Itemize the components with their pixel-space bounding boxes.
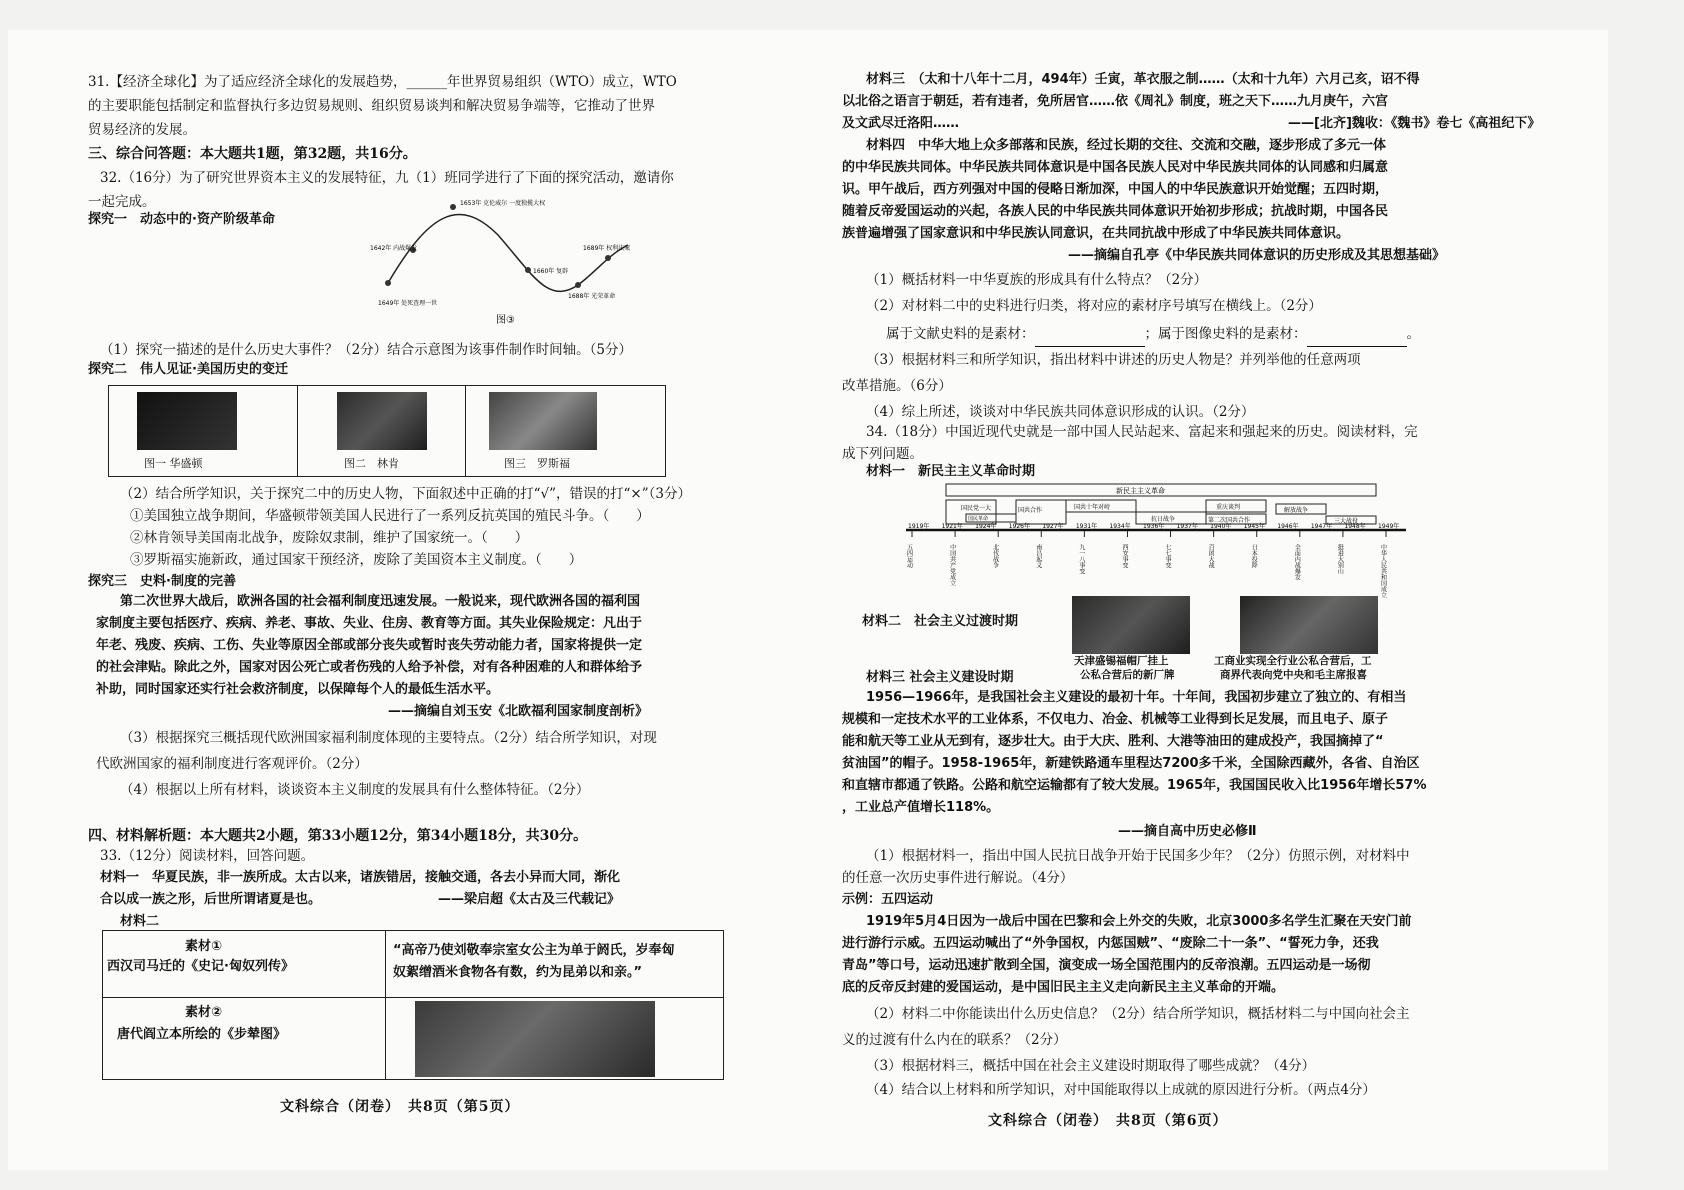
band-label: 国共十年对峙: [1074, 504, 1111, 511]
q31-line3: 贸易经济的发展。: [88, 122, 196, 138]
s1-source: 西汉司马迁的《史记·匈奴列传》: [107, 959, 294, 974]
m34-3-line1: 1956—1966年，是我国社会主义建设的最初十年。十年间，我国初步建立了独立的、有相当: [866, 690, 1407, 705]
timeline-year: 1936年: [1143, 523, 1165, 530]
m34-3-label: 材料三 社会主义建设时期: [866, 670, 1014, 685]
m4-line3: 识。甲午战后，西方列强对中国的侵略日渐加深，中国人的中华民族意识开始觉醒；五四时期，: [842, 182, 1389, 197]
q32-3-line1: （3）根据探究三概括现代欧洲国家福利制度体现的主要特点。（2分）结合所学知识，对现: [120, 730, 657, 746]
q33-4: （4）综上所述，谈谈对中华民族共同体意识形成的认识。（2分）: [866, 404, 1255, 420]
q33: 33.（12分）阅读材料，回答问题。: [100, 848, 315, 864]
curve-label: 1660年 复辟: [533, 268, 569, 275]
m34-3-source: ——摘自高中历史必修Ⅱ: [1118, 824, 1257, 839]
timeline-event: 七七事变: [1164, 544, 1172, 568]
m1-line2: 合以成一族之形，后世所谓诸夏是也。: [100, 892, 322, 907]
section-3-heading: 三、综合问答题：本大题共1题，第32题，共16分。: [88, 146, 417, 162]
m1-source: ——梁启超《太古及三代载记》: [438, 892, 621, 907]
curve-label: 1688年 光荣革命: [568, 293, 616, 300]
curve-point: [385, 280, 391, 286]
band-label: 国民革命: [968, 516, 989, 522]
timeline-year: 1921年: [941, 523, 963, 530]
m34-3-line5: 和直辖市都通了铁路。公路和航空运输都有了较大发展。1965年，我国国民收入比1956年增长57%: [842, 778, 1427, 793]
m4-line5: 族普遍增强了国家意识和中华民族认同意识，在共同抗战中形成了中华民族共同体意识。: [842, 226, 1350, 241]
figure-caption: 图③: [496, 315, 515, 326]
explore3-text-4: 的社会津贴。除此之外，国家对因公死亡或者伤残的人给予补偿，对有各种困难的人和群体给予: [96, 660, 643, 675]
timeline-year: 1934年: [1109, 523, 1131, 530]
m3-line2: 以北俗之语言于朝廷，若有违者，免所居官……依《周礼》制度，班之天下……九月庚午，六宫: [842, 94, 1389, 109]
q33-2: （2）对材料二中的史料进行归类，将对应的素材序号填写在横线上。（2分）: [866, 298, 1322, 314]
s1-text-1: “高帝乃使刘敬奉宗室女公主为单于阏氏，岁奉匈: [393, 943, 675, 958]
timeline-event: 西安事变: [1120, 544, 1128, 568]
timeline-year: 1947年: [1310, 523, 1333, 530]
timeline-event: 中华人民共和国成立: [1379, 544, 1387, 598]
q32-line1: 32.（16分）为了研究世界资本主义的发展特征，九（1）班同学进行了下面的探究活动，邀请你: [100, 170, 674, 186]
explore3-source: ——摘编自刘玉安《北欧福利国家制度剖析》: [388, 704, 649, 719]
q34-line2: 成下列问题。: [842, 446, 923, 462]
caption-roosevelt: 图三 罗斯福: [504, 457, 570, 470]
timeline-event: 百团大战: [1207, 544, 1215, 568]
revolution-curve-diagram: [368, 195, 648, 330]
explore3-title: 探究三 史料·制度的完善: [88, 574, 236, 589]
q31-line1: 31.【经济全球化】为了适应经济全球化的发展趋势，______年世界贸易组织（WTO）成立，WTO: [88, 74, 677, 90]
curve-point: [450, 204, 456, 210]
curve-line: [388, 215, 631, 292]
q32-line2: 一起完成。: [88, 194, 156, 210]
timeline-event: 北伐战争: [991, 544, 999, 568]
band-label: 抗日战争: [1151, 516, 1176, 523]
m2-label: 材料二: [120, 914, 160, 929]
washington-photo: [137, 392, 237, 450]
exam-sheet: [8, 30, 1608, 1170]
s2-title: 素材②: [185, 1005, 223, 1020]
explore1-title: 探究一 动态中的·资产阶级革命: [88, 212, 275, 227]
explore2-title: 探究二 伟人见证·美国历史的变迁: [88, 362, 288, 377]
q34-2-line2: 义的过渡有什么内在的联系？（2分）: [842, 1032, 1067, 1048]
q33-3-line2: 改革措施。（6分）: [842, 378, 952, 394]
curve-point: [525, 267, 531, 273]
s2-source: 唐代阎立本所绘的《步辇图》: [117, 1027, 287, 1042]
section-4-heading: 四、材料解析题：本大题共2小题，第33小题12分，第34小题18分，共30分。: [88, 828, 588, 844]
m34-3-line6: ，工业总产值增长118%。: [842, 800, 1000, 815]
timeline-event: 挺进大别山: [1336, 544, 1344, 574]
photo-caption-2b: 商界代表向党中央和毛主席报喜: [1220, 669, 1367, 681]
q32-2: （2）结合所学知识，关于探究二中的历史人物，下面叙述中正确的打“√”，错误的打“×”（3分）: [120, 486, 691, 502]
m34-3-line4: 贫油国”的帽子。1958-1965年，新建铁路通车里程达7200多千米，全国除西藏外，各省、自治区: [842, 756, 1420, 771]
m4-source: ——摘编自孔亭《中华民族共同体意识的历史形成及其思想基础》: [1068, 248, 1446, 263]
band-label: 三大战役: [1334, 518, 1359, 525]
timeline-event: 五四运动: [906, 544, 913, 568]
timeline-event: 中国共产党成立: [948, 544, 956, 586]
q34-4: （4）结合以上材料和所学知识，对中国能取得以上成就的原因进行分析。（两点4分）: [866, 1082, 1376, 1098]
photo-caption-1a: 天津盛锡福帽厂挂上: [1074, 655, 1169, 667]
curve-point: [575, 282, 581, 288]
band-label: 第二次国共合作: [1208, 517, 1251, 524]
caption-washington: 图一 华盛顿: [144, 457, 203, 470]
curve-label: 1649年 处死查理一世: [378, 300, 438, 307]
timeline-event: 日本投降: [1250, 544, 1258, 568]
explore3-text-3: 年老、残废、疾病、工伤、失业等原因全部或部分丧失或暂时丧失劳动能力者，国家将提供一定: [96, 638, 643, 653]
timeline-year: 1949年: [1378, 523, 1400, 530]
band-label: 国共合作: [1018, 507, 1043, 514]
explore3-text-2: 家制度主要包括医疗、疾病、养老、事故、失业、住房、教育等方面。其失业保险规定：凡出于: [96, 616, 643, 631]
explore3-text-1: 第二次世界大战后，欧洲各国的社会福利制度迅速发展。一般说来，现代欧洲各国的福利国: [120, 594, 641, 609]
m34-3-line3: 能和航天等工业从无到有，逐步壮大。由于大庆、胜利、大港等油田的建成投产，我国摘掉了“: [842, 734, 1384, 749]
m1-line1: 材料一 华夏民族，非一族所成。太古以来，诸族错居，接触交通，各去小异而大同，渐化: [100, 870, 621, 885]
footer-page-5: 文科综合（闭卷） 共8页（第5页）: [280, 1099, 520, 1115]
answer-blank-a[interactable]: [1035, 322, 1145, 347]
fill-label-b: ；属于图像史料的是素材：: [1144, 326, 1307, 342]
timeline-event: 九一八事变: [1077, 544, 1085, 574]
s1-text-2: 奴絮缯酒米食物各有数，约为昆弟以和亲。”: [393, 965, 643, 980]
timeline-year: 1948年: [1344, 523, 1366, 530]
q33-1: （1）概括材料一中华夏族的形成具有什么特点？（2分）: [866, 272, 1208, 288]
q32-4: （4）根据以上所有材料，谈谈资本主义制度的发展具有什么整体特征。（2分）: [120, 782, 590, 798]
photo-caption-2a: 工商业实现全行业公私合营后，工: [1214, 655, 1372, 667]
fill-label-a: 属于文献史料的是素材：: [886, 326, 1035, 342]
timeline-event: 全面内战爆发: [1293, 544, 1301, 580]
timeline-year: 1940年: [1210, 523, 1232, 530]
q33-2-fill: 属于文献史料的是素材： ；属于图像史料的是素材： 。: [886, 322, 1420, 347]
timeline-year: 1926年: [1008, 523, 1030, 530]
portrait-table: [108, 385, 666, 477]
example-label: 示例：五四运动: [842, 892, 934, 907]
q34-1-line2: 的任意一次历史事件进行解说。（4分）: [842, 870, 1074, 886]
m4-line1: 材料四 中华大地上众多部落和民族，经过长期的交往、交流和交融，逐步形成了多元一体: [866, 138, 1387, 153]
m3-line1: 材料三 （太和十八年十二月，494年）壬寅，革衣服之制……（太和十九年）六月己亥，诏不得: [866, 72, 1420, 87]
timeline-year: 1945年: [1243, 523, 1265, 530]
m4-line2: 的中华民族共同体。中华民族共同体意识是中国各民族人民对中华民族共同体的认同感和归属意: [842, 160, 1389, 175]
example-line3: 青岛”等口号，运动迅速扩散到全国，演变成一场全国范围内的反帝浪潮。五四运动是一场彻: [842, 958, 1371, 973]
m4-line4: 随着反帝爱国运动的兴起，各族人民的中华民族共同体意识开始初步形成；抗战时期，中国各民: [842, 204, 1389, 219]
hat-factory-photo: [1072, 596, 1190, 654]
business-report-photo: [1240, 596, 1378, 654]
curve-label: 1689年 权利法案: [583, 245, 631, 252]
m34-3-line2: 规模和一定技术水平的工业体系，不仅电力、冶金、机械等工业得到长足发展，而且电子、原子: [842, 712, 1389, 727]
item-1: ①美国独立战争期间，华盛顿带领美国人民进行了一系列反抗英国的殖民斗争。（ ）: [130, 508, 650, 524]
explore3-text-5: 补助，同时国家还实行社会救济制度，以保障每个人的最低生活水平。: [96, 682, 500, 697]
lincoln-photo: [337, 392, 427, 450]
m3-source: ——[北齐]魏收：《魏书》卷七《高祖纪下》: [1288, 116, 1541, 131]
item-3: ③罗斯福实施新政，通过国家干预经济，废除了美国资本主义制度。（ ）: [130, 552, 583, 568]
s1-title: 素材①: [185, 939, 223, 954]
curve-label: 1642年 内战爆发: [370, 245, 418, 252]
materials-table: [102, 930, 724, 1080]
timeline-event: 南昌起义: [1034, 544, 1042, 568]
page-5: [8, 30, 798, 1170]
buniantu-painting: [415, 1001, 655, 1077]
photo-caption-1b: 公私合营后的新厂牌: [1080, 669, 1175, 681]
q34-2-line1: （2）材料二中你能读出什么历史信息？（2分）结合所学知识，概括材料二与中国向社会主: [866, 1006, 1410, 1022]
example-line1: 1919年5月4日因为一战后中国在巴黎和会上外交的失败，北京3000多名学生汇聚在天安门前: [866, 914, 1412, 929]
roosevelt-photo: [489, 392, 597, 450]
answer-blank-b[interactable]: [1307, 322, 1407, 347]
q34-line1: 34.（18分）中国近现代史就是一部中国人民站起来、富起来和强起来的历史。阅读材料，完: [866, 424, 1418, 440]
timeline-year: 1937年: [1176, 523, 1198, 530]
band-label: 新民主主义革命: [1116, 487, 1165, 495]
q32-3-line2: 代欧洲国家的福利制度进行客观评价。（2分）: [96, 756, 368, 772]
timeline-year: 1946年: [1277, 523, 1299, 530]
example-line4: 底的反帝反封建的爱国运动，是中国旧民主主义走向新民主主义革命的开端。: [842, 980, 1285, 995]
timeline-year: 1931年: [1075, 523, 1098, 530]
q34-3: （3）根据材料三，概括中国在社会主义建设时期取得了哪些成就？（4分）: [866, 1058, 1316, 1074]
caption-lincoln: 图二 林肯: [344, 457, 399, 470]
m3-line3: 及文武尽迁洛阳……: [842, 116, 960, 131]
timeline-year: 1919年: [908, 523, 930, 530]
band-label: 解放战争: [1284, 507, 1309, 514]
band-label: 重庆谈判: [1216, 504, 1241, 511]
timeline-year: 1927年: [1042, 523, 1064, 530]
q33-3-line1: （3）根据材料三和所学知识，指出材料中讲述的历史人物是？并列举他的任意两项: [866, 352, 1361, 368]
q31-line2: 的主要职能包括制定和监督执行多边贸易规则、组织贸易谈判和解决贸易争端等，它推动了世界: [88, 98, 655, 114]
band-label: 国民党一大: [961, 505, 992, 512]
curve-point: [605, 255, 611, 261]
footer-page-6: 文科综合（闭卷） 共8页（第6页）: [988, 1113, 1228, 1129]
m34-2-label: 材料二 社会主义过渡时期: [862, 614, 1019, 629]
timeline-year: 1924年: [975, 523, 997, 530]
q32-1: （1）探究一描述的是什么历史大事件？（2分）结合示意图为该事件制作时间轴。（5分）: [100, 342, 633, 358]
page-6: [828, 30, 1618, 1170]
curve-label: 1653年 克伦威尔 一度独揽大权: [460, 200, 546, 207]
timeline-label: 材料一 新民主主义革命时期: [866, 464, 1036, 479]
item-2: ②林肯领导美国南北战争，废除奴隶制，维护了国家统一。（ ）: [130, 530, 529, 546]
q34-1-line1: （1）根据材料一，指出中国人民抗日战争开始于民国多少年？（2分）仿照示例，对材料中: [866, 848, 1410, 864]
example-line2: 进行游行示威。五四运动喊出了“外争国权，内惩国贼”、“废除二十一条”、“誓死力争，还我: [842, 936, 1379, 951]
